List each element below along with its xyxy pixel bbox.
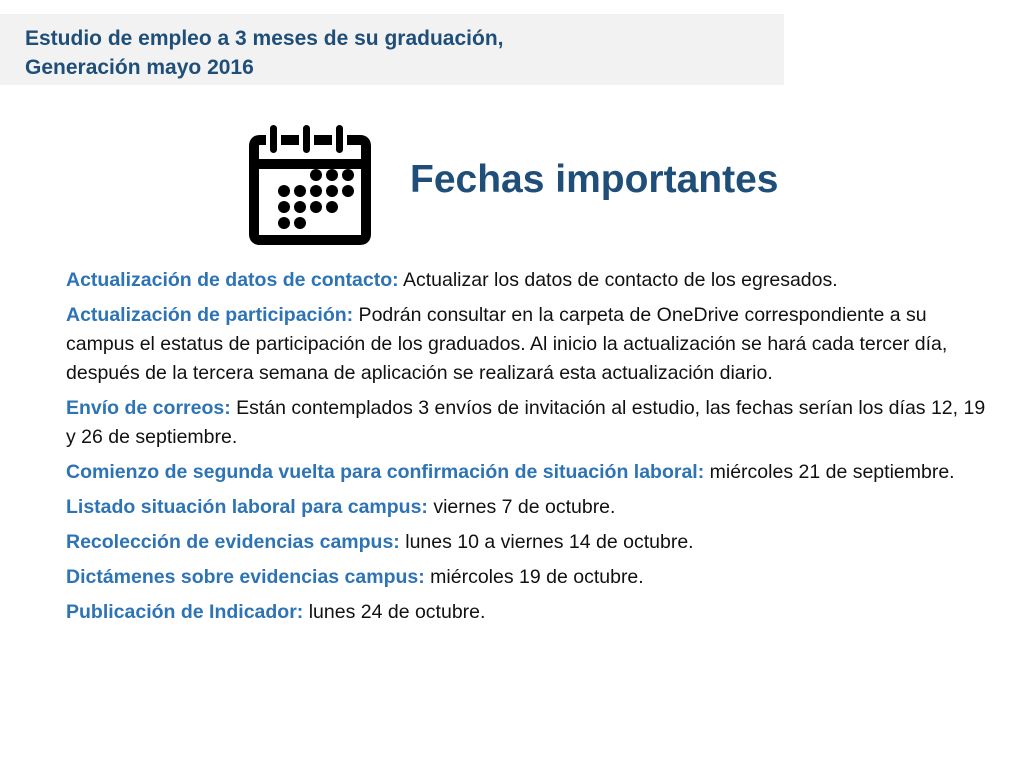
item-label: Recolección de evidencias campus:: [66, 531, 400, 553]
item-label: Comienzo de segunda vuelta para confirmación de situación laboral:: [66, 461, 705, 483]
important-dates-list: [66, 266, 996, 633]
item-text: Están contemplados 3 envíos de invitación al estudio, las fechas serían los días 12, 19 y 26 de septiembre.: [66, 397, 986, 448]
list-item: [66, 458, 996, 487]
header-line-2: Generación mayo 2016: [25, 56, 254, 79]
calendar-icon: [246, 120, 374, 248]
item-text: miércoles 21 de septiembre.: [704, 461, 955, 483]
item-text: lunes 24 de octubre.: [303, 601, 486, 623]
item-text: Actualizar los datos de contacto de los egresados.: [398, 269, 838, 291]
item-label: Actualización de datos de contacto:: [66, 269, 399, 291]
list-item: [66, 301, 996, 388]
list-item: [66, 598, 996, 627]
list-item: [66, 493, 996, 522]
list-item: [66, 528, 996, 557]
item-label: Publicación de Indicador:: [66, 601, 304, 623]
item-text: viernes 7 de octubre.: [427, 496, 616, 518]
item-text: Podrán consultar en la carpeta de OneDrive correspondiente a su campus el estatus de participación de los graduados. Al inicio la actualización se hará cada tercer día, después de la tercera semana de aplicación se realizará esta actualización diario.: [66, 304, 948, 384]
item-label: Listado situación laboral para campus:: [66, 496, 428, 518]
list-item: [66, 394, 996, 452]
item-label: Actualización de participación:: [66, 304, 354, 326]
item-text: miércoles 19 de octubre.: [424, 566, 644, 588]
item-label: Envío de correos:: [66, 397, 231, 419]
item-label: Dictámenes sobre evidencias campus:: [66, 566, 425, 588]
slide-title: Fechas importantes: [410, 158, 779, 201]
list-item: [66, 563, 996, 592]
header-line-1: Estudio de empleo a 3 meses de su graduación,: [25, 27, 504, 50]
list-item: [66, 266, 996, 295]
header-band: [0, 14, 784, 85]
item-text: lunes 10 a viernes 14 de octubre.: [399, 531, 694, 553]
